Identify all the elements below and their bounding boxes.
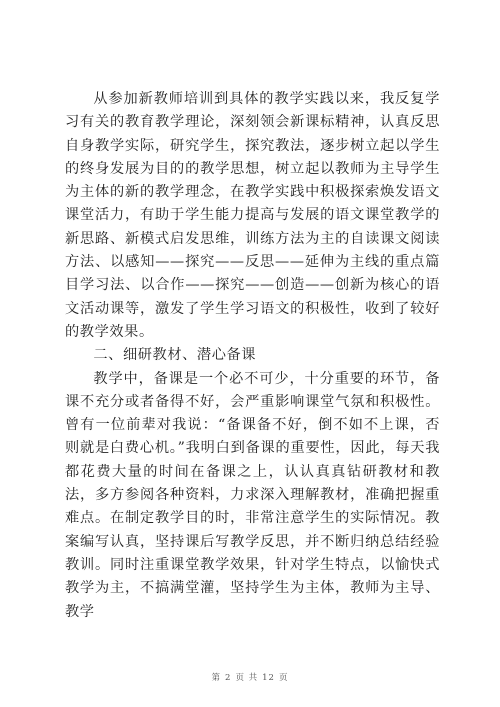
intro-paragraph: 从参加新教师培训到具体的教学实践以来，我反复学习有关的教育教学理论，深刻领会新课标精神，认真反思自身教学实际，研究学生，探究教法，逐步树立起以学生的终身发展为目的的教学思想，树立起以教师为主导学生为主体的新的教学理念，在教学实践中积极探索焕发语文课堂活力，有助于学生能力提高与发展的语文课堂教学的新思路、新模式启发思维，训练方法为主的自读课文阅读方法、以感知——探究——反思——延伸为主线的重点篇目学习法、以合作——探究——创造——创新为核心的语文活动课等，激发了学生学习语文的积极性，收到了较好的教学效果。 xyxy=(65,91,440,340)
page-footer xyxy=(0,671,500,683)
section-paragraph: 教学中，备课是一个必不可少，十分重要的环节，备课不充分或者备得不好，会严重影响课堂气氛和积极性。曾有一位前辈对我说：“备课备不好，倒不如不上课，否则就是白费心机。”我明白到备课的重要性，因此，每天我都花费大量的时间在备课之上，认认真真钻研教材和教法，多方参阅各种资料，力求深入理解教材，准确把握重难点。在制定教学目的时，非常注意学生的实际情况。教案编写认真，坚持课后写教学反思，并不断归纳总结经验教训。同时注重课堂教学效果，针对学生特点，以愉快式教学为主，不搞满堂灌，坚持学生为主体，教师为主导、教学 xyxy=(65,370,440,620)
document-body xyxy=(65,88,440,624)
section-heading: 二、细研教材、潜心备课 xyxy=(93,347,257,364)
footer-prefix: 第 xyxy=(211,673,222,683)
footer-total-pages: 12 xyxy=(262,673,275,683)
footer-middle: 页 共 xyxy=(235,673,259,683)
footer-page-number: 2 xyxy=(225,673,232,683)
footer-suffix: 页 xyxy=(278,673,289,683)
